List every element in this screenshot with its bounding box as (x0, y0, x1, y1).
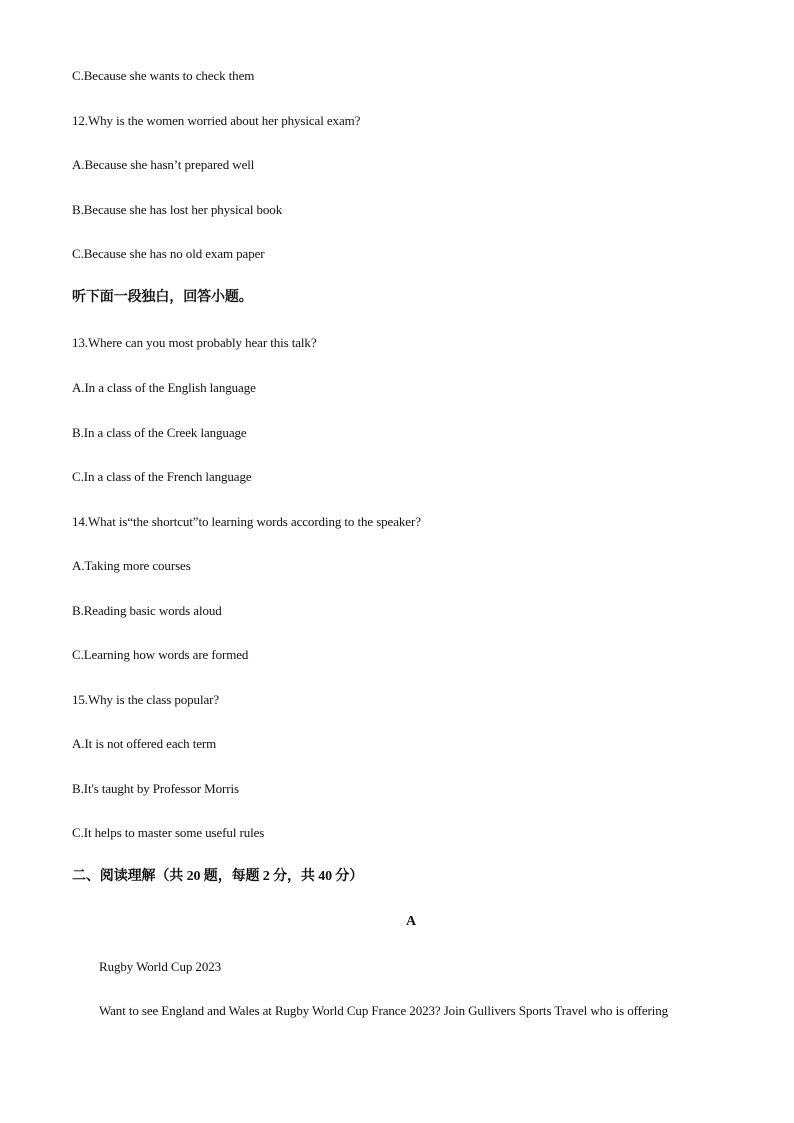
option-14b: B.Reading basic words aloud (72, 603, 222, 618)
option-15b: B.It's taught by Professor Morris (72, 781, 239, 796)
passage-label: A (405, 914, 416, 929)
section-heading-reading: 二、阅读理解（共 20 题，每题 2 分，共 40 分） (72, 869, 364, 884)
option-15a: A.It is not offered each term (72, 736, 217, 751)
section-instruction: 听下面一段独白，回答小题。 (72, 290, 253, 305)
option-13c: C.In a class of the French language (72, 469, 252, 484)
question-14: 14.What is“the shortcut”to learning words according to the speaker? (72, 514, 421, 529)
question-12: 12.Why is the women worried about her physical exam? (72, 113, 361, 128)
question-13: 13.Where can you most probably hear this talk? (72, 335, 317, 350)
option-13b: B.In a class of the Creek language (72, 425, 247, 440)
option-14c: C.Learning how words are formed (72, 647, 249, 662)
passage-title: Rugby World Cup 2023 (99, 959, 222, 974)
option-12b: B.Because she has lost her physical book (72, 202, 283, 217)
passage-text: Want to see England and Wales at Rugby World Cup France 2023? Join Gullivers Sports Travel who is offering (99, 1003, 669, 1018)
option-15c: C.It helps to master some useful rules (72, 825, 265, 840)
option-11c: C.Because she wants to check them (72, 68, 255, 83)
option-14a: A.Taking more courses (72, 558, 191, 573)
option-13a: A.In a class of the English language (72, 380, 256, 395)
option-12c: C.Because she has no old exam paper (72, 246, 265, 261)
question-15: 15.Why is the class popular? (72, 692, 220, 707)
option-12a: A.Because she hasn’t prepared well (72, 157, 255, 172)
